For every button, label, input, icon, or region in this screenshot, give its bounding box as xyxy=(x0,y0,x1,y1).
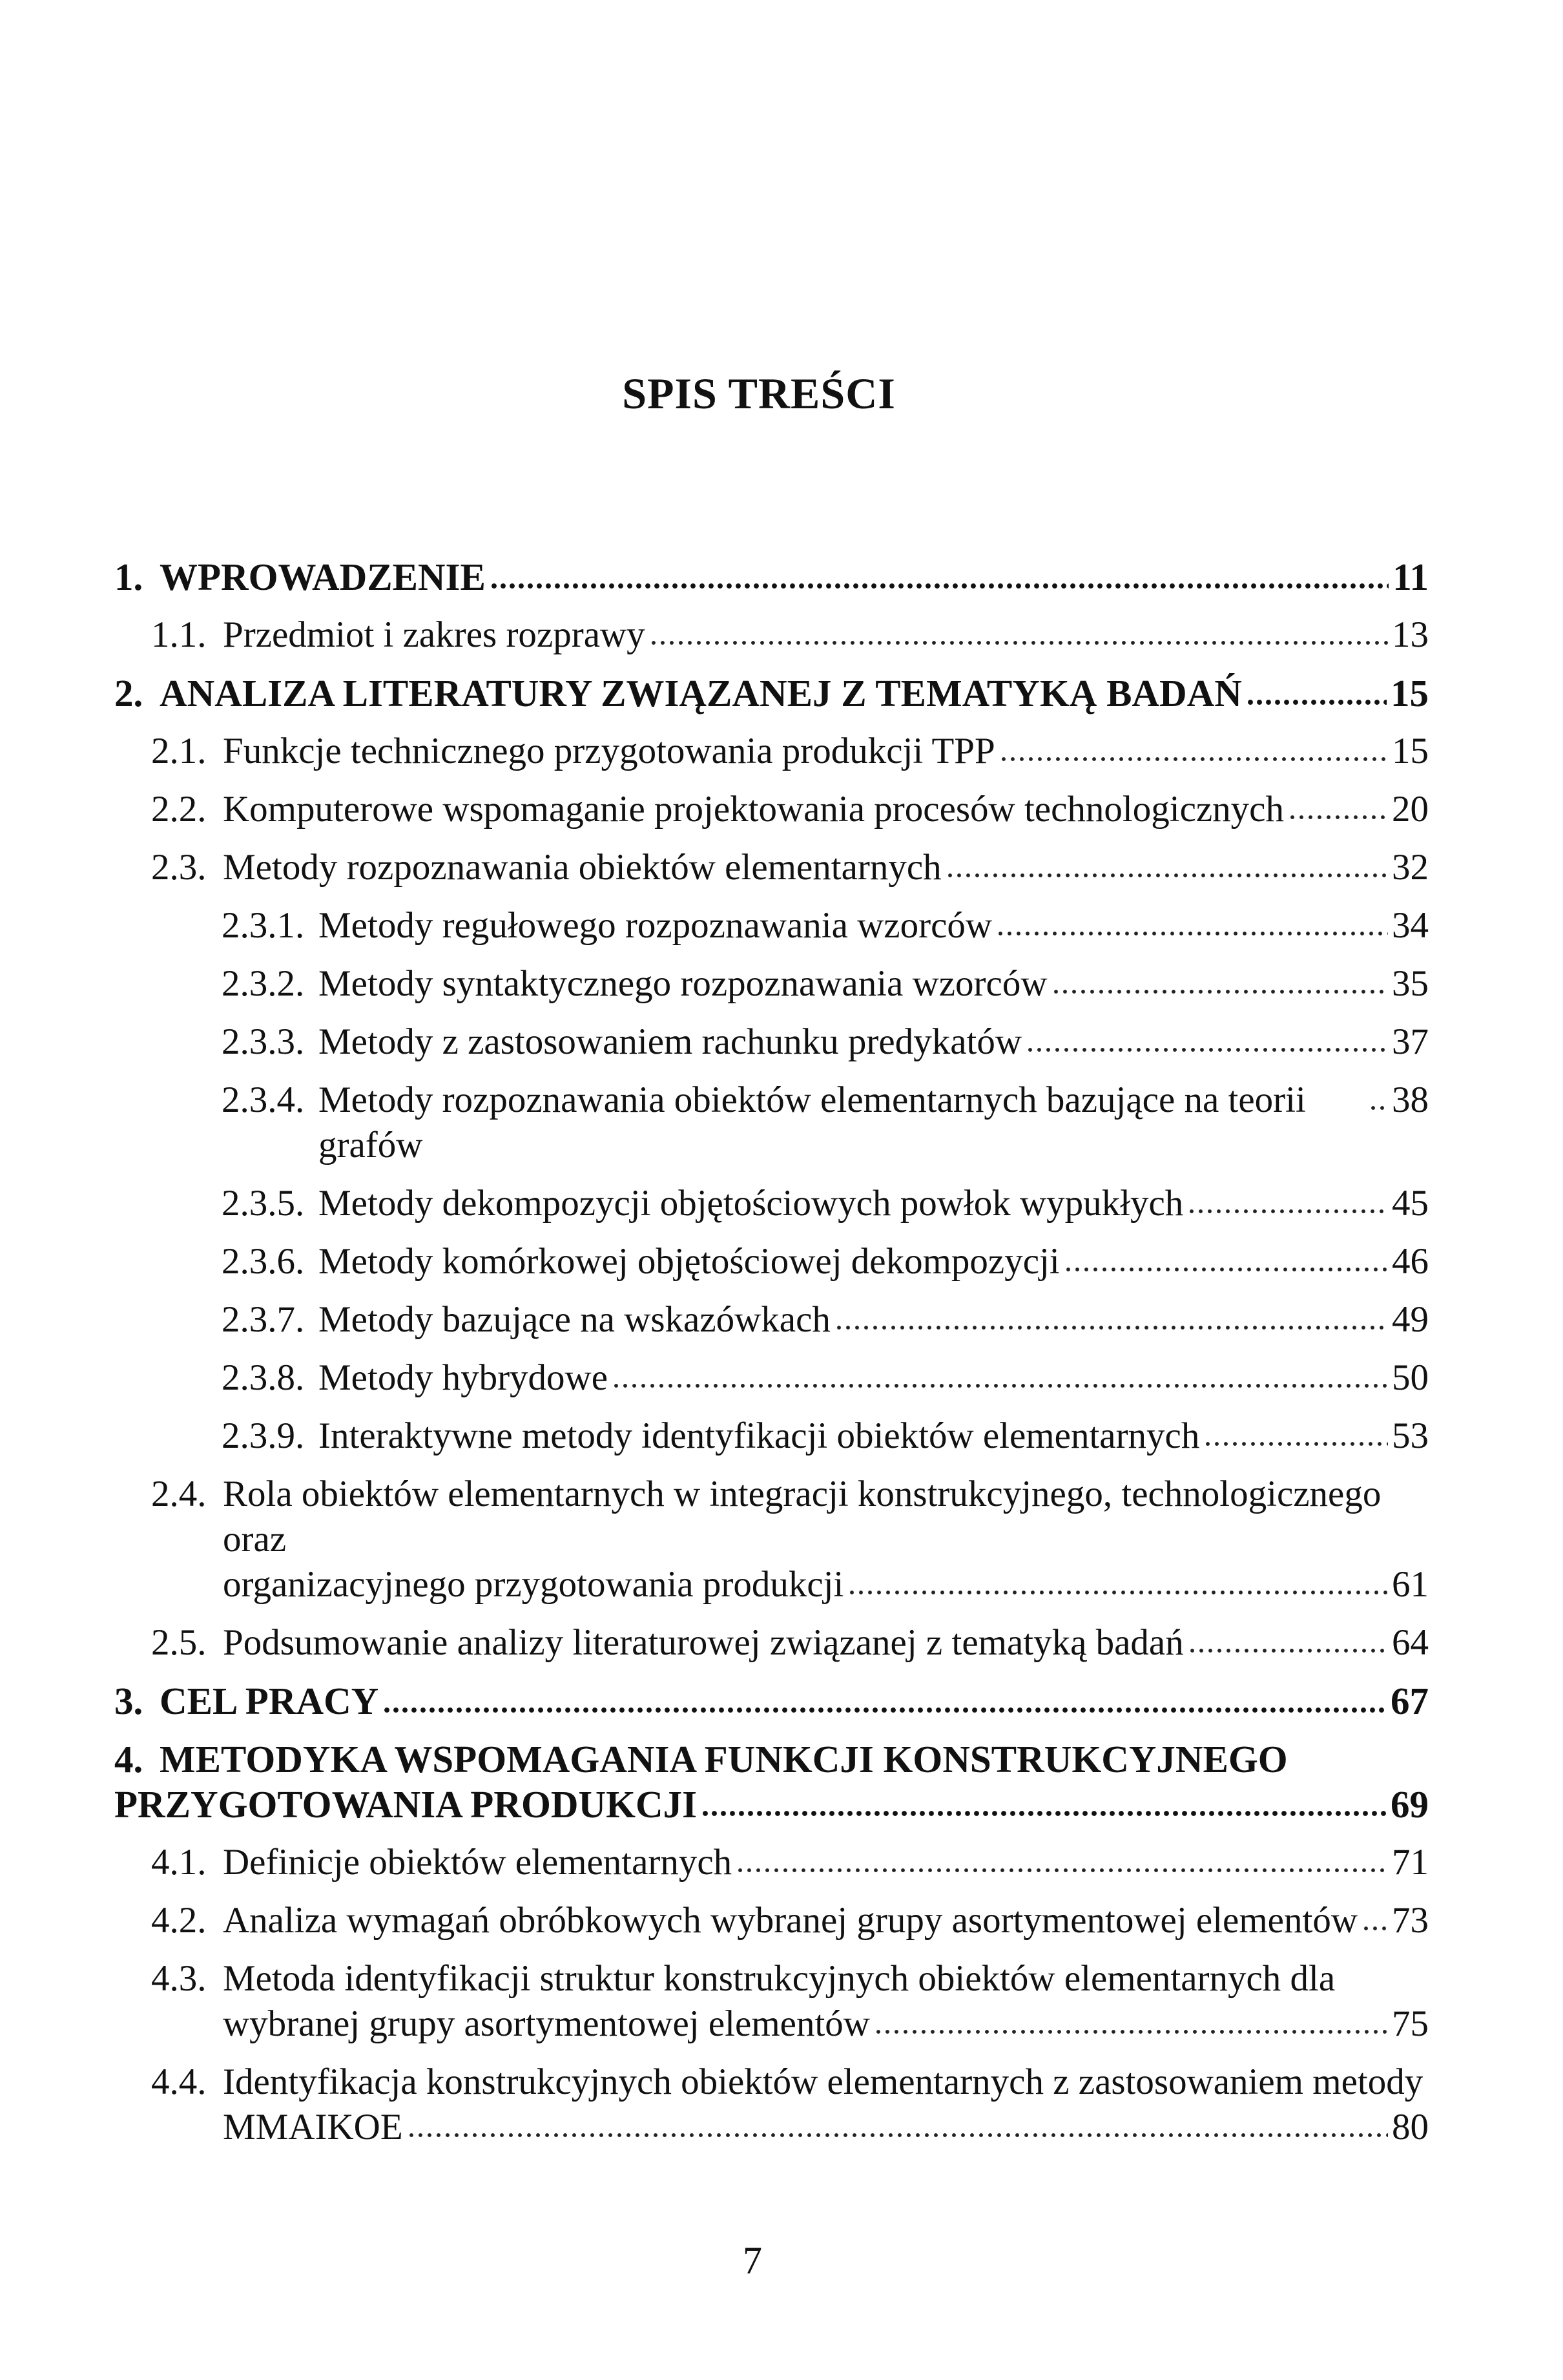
toc-entry-page: 35 xyxy=(1392,963,1429,1004)
toc-entry-page: 49 xyxy=(1392,1299,1429,1340)
dot-leader xyxy=(382,1706,1387,1714)
toc-entry-number: 2.3.3. xyxy=(222,1021,305,1062)
toc-entry-number: 2. xyxy=(114,672,143,715)
toc-entry[interactable] xyxy=(0,1737,1429,1827)
toc-entry-title: Funkcje technicznego przygotowania produkcji TPP xyxy=(223,731,995,771)
toc-entry-number: 2.5. xyxy=(151,1622,207,1663)
toc-entry[interactable] xyxy=(0,1355,1429,1401)
dot-leader xyxy=(612,1382,1388,1390)
dot-leader xyxy=(1051,988,1388,996)
toc-entry-page: 80 xyxy=(1392,2107,1429,2147)
toc-entry-title: Metody komórkowej objętościowej dekompozycji xyxy=(318,1241,1060,1282)
toc-entry-page: 53 xyxy=(1392,1415,1429,1456)
toc-entry-number: 4.1. xyxy=(151,1842,207,1883)
toc-entry-title: Przedmiot i zakres rozprawy xyxy=(223,614,645,655)
toc-entry-title: WPROWADZENIE xyxy=(160,556,486,598)
toc-entry-number: 2.1. xyxy=(151,731,207,771)
toc-entry-line xyxy=(222,1078,1429,1168)
toc-entry-line xyxy=(114,554,1429,600)
toc-entry-page: 15 xyxy=(1392,731,1429,771)
toc-entry[interactable] xyxy=(0,729,1429,774)
toc-entry-title: Metody rozpoznawania obiektów elementarnych xyxy=(223,847,942,888)
toc-entry-title-continuation: PRZYGOTOWANIA PRODUKCJI xyxy=(114,1783,698,1826)
toc-entry-number: 2.3.6. xyxy=(222,1241,305,1282)
toc-entry[interactable] xyxy=(0,1297,1429,1342)
toc-entry-line xyxy=(114,1678,1429,1724)
toc-entry-number: 2.2. xyxy=(151,789,207,830)
dot-leader xyxy=(999,755,1388,763)
toc-entry-page: 67 xyxy=(1391,1680,1429,1722)
toc-entry-number: 4. xyxy=(114,1738,143,1780)
toc-entry-title: Identyfikacja konstrukcyjnych obiektów elementarnych z zastosowaniem metody xyxy=(223,2062,1423,2102)
toc-entry-line xyxy=(151,1840,1429,1885)
toc-entry-line xyxy=(151,2001,1429,2047)
toc-entry-title: Analiza wymagań obróbkowych wybranej grupy asortymentowej elementów xyxy=(223,1900,1358,1941)
dot-leader xyxy=(946,872,1388,879)
toc-entry-page: 61 xyxy=(1392,1564,1429,1605)
dot-leader xyxy=(1187,1207,1388,1215)
dot-leader xyxy=(1361,1925,1388,1932)
page-number: 7 xyxy=(743,2239,762,2282)
toc-entry[interactable] xyxy=(0,903,1429,948)
toc-entry-line xyxy=(222,961,1429,1007)
toc-entry-line xyxy=(222,1019,1429,1065)
toc-entry-page: 20 xyxy=(1392,789,1429,830)
toc-entry-page: 32 xyxy=(1392,847,1429,888)
toc-entry[interactable] xyxy=(0,554,1429,600)
toc-entry-line xyxy=(114,1737,1429,1782)
toc-entry-number: 2.3.1. xyxy=(222,905,305,946)
toc-entry-line xyxy=(151,2105,1429,2150)
toc-entry-number: 4.2. xyxy=(151,1900,207,1941)
toc-entry-title: Metoda identyfikacji struktur konstrukcyjnych obiektów elementarnych dla xyxy=(223,1958,1336,1999)
toc-entry[interactable] xyxy=(0,1472,1429,1607)
toc-entry-line xyxy=(222,1297,1429,1342)
toc-entry-title: Metody dekompozycji objętościowych powłok wypukłych xyxy=(318,1183,1184,1224)
toc-entry-number: 3. xyxy=(114,1680,143,1722)
toc-entry-title: METODYKA WSPOMAGANIA FUNKCJI KONSTRUKCYJNEGO xyxy=(160,1738,1288,1780)
toc-entry-line xyxy=(114,1782,1429,1827)
toc-entry[interactable] xyxy=(0,1181,1429,1226)
dot-leader xyxy=(736,1866,1388,1874)
toc-entry-line xyxy=(222,1181,1429,1226)
toc-entry-number: 2.3.2. xyxy=(222,963,305,1004)
toc-entry[interactable] xyxy=(0,1239,1429,1284)
toc-entry-page: 69 xyxy=(1391,1783,1429,1826)
toc-entry[interactable] xyxy=(0,1840,1429,1885)
toc-entry-line xyxy=(151,1620,1429,1665)
toc-entry-line xyxy=(151,1562,1429,1607)
dot-leader xyxy=(1203,1440,1388,1448)
toc-entry-page: 45 xyxy=(1392,1183,1429,1224)
dot-leader xyxy=(1064,1266,1388,1273)
toc-entry-page: 13 xyxy=(1392,614,1429,655)
toc-entry-line xyxy=(151,729,1429,774)
dot-leader xyxy=(1246,698,1387,706)
toc-entry-title: CEL PRACY xyxy=(160,1680,379,1722)
dot-leader xyxy=(834,1324,1388,1331)
dot-leader xyxy=(874,2028,1388,2036)
toc-entry-title: Metody hybrydowe xyxy=(318,1357,608,1398)
toc-entry-number: 2.3.5. xyxy=(222,1183,305,1224)
toc-entry-page: 75 xyxy=(1392,2003,1429,2044)
toc-entry-page: 64 xyxy=(1392,1622,1429,1663)
dot-leader xyxy=(1188,1647,1388,1655)
toc-entry-page: 50 xyxy=(1392,1357,1429,1398)
toc-entry-number: 4.4. xyxy=(151,2062,207,2102)
toc-entry[interactable] xyxy=(0,1678,1429,1724)
toc-entry-page: 11 xyxy=(1392,556,1429,598)
toc-entry-title: Metody bazujące na wskazówkach xyxy=(318,1299,831,1340)
toc-entry-title: Definicje obiektów elementarnych xyxy=(223,1842,732,1883)
toc-entry[interactable] xyxy=(0,1019,1429,1065)
toc-entry-line xyxy=(222,1239,1429,1284)
toc-entry-page: 37 xyxy=(1392,1021,1429,1062)
toc-entry[interactable] xyxy=(0,845,1429,890)
toc-entry-line xyxy=(222,1414,1429,1459)
toc-entry-line xyxy=(151,612,1429,658)
toc-entry-line xyxy=(222,1355,1429,1401)
toc-entry-number: 2.3. xyxy=(151,847,207,888)
toc-entry-line xyxy=(151,1956,1429,2001)
toc-entry-page: 46 xyxy=(1392,1241,1429,1282)
toc-entry-title: Metody rozpoznawania obiektów elementarnych bazujące na teorii grafów xyxy=(318,1080,1306,1165)
toc-entry-title-continuation: organizacyjnego przygotowania produkcji xyxy=(223,1564,844,1605)
toc-entry-title: Metody z zastosowaniem rachunku predykatów xyxy=(318,1021,1022,1062)
toc-entry-number: 2.3.8. xyxy=(222,1357,305,1398)
toc-entry[interactable] xyxy=(0,1898,1429,1943)
toc-entry[interactable] xyxy=(0,787,1429,832)
toc-entry[interactable] xyxy=(0,671,1429,716)
toc-entry-title: Rola obiektów elementarnych w integracji konstrukcyjnego, technologicznego oraz xyxy=(223,1474,1382,1560)
dot-leader xyxy=(649,639,1388,647)
toc-entry-page: 34 xyxy=(1392,905,1429,946)
toc-entry-title: Podsumowanie analizy literaturowej związanej z tematyką badań xyxy=(223,1622,1184,1663)
toc-entry-page: 71 xyxy=(1392,1842,1429,1883)
dot-leader xyxy=(701,1810,1387,1817)
dot-leader xyxy=(490,582,1389,590)
toc-entry-line xyxy=(151,845,1429,890)
toc-entry-title: ANALIZA LITERATURY ZWIĄZANEJ Z TEMATYKĄ BADAŃ xyxy=(160,672,1242,715)
toc-entry-number: 2.3.4. xyxy=(222,1080,305,1120)
dot-leader xyxy=(847,1589,1388,1596)
toc-entry-page: 73 xyxy=(1392,1900,1429,1941)
toc-entry-number: 2.4. xyxy=(151,1474,207,1514)
toc-entry-title: Interaktywne metody identyfikacji obiektów elementarnych xyxy=(318,1415,1200,1456)
toc-entry-number: 2.3.7. xyxy=(222,1299,305,1340)
toc-entry-line xyxy=(151,2060,1429,2105)
toc-entry[interactable] xyxy=(0,1414,1429,1459)
toc-entry[interactable] xyxy=(0,1620,1429,1665)
toc-entry-title-continuation: MMAIKOE xyxy=(223,2107,403,2147)
toc-entry[interactable] xyxy=(0,1956,1429,2047)
toc-entry[interactable] xyxy=(0,1078,1429,1168)
toc-entry-title: Metody syntaktycznego rozpoznawania wzorców xyxy=(318,963,1048,1004)
toc-entry-title: Metody regułowego rozpoznawania wzorców xyxy=(318,905,993,946)
toc-entry-number: 4.3. xyxy=(151,1958,207,1999)
toc-entry-number: 1. xyxy=(114,556,143,598)
toc-entry[interactable] xyxy=(0,961,1429,1007)
page-title: SPIS TREŚCI xyxy=(622,369,896,418)
toc-entry-line xyxy=(151,1472,1429,1562)
dot-leader xyxy=(1369,1104,1388,1112)
toc-entry-title: Komputerowe wspomaganie projektowania procesów technologicznych xyxy=(223,789,1284,830)
table-of-contents xyxy=(0,554,1563,2163)
toc-entry-number: 2.3.9. xyxy=(222,1415,305,1456)
toc-entry-line xyxy=(151,1898,1429,1943)
toc-entry-line xyxy=(222,903,1429,948)
dot-leader xyxy=(1288,813,1388,821)
toc-entry-title-continuation: wybranej grupy asortymentowej elementów xyxy=(223,2003,870,2044)
dot-leader xyxy=(1026,1046,1388,1054)
toc-entry-page: 38 xyxy=(1392,1080,1429,1120)
toc-entry-line xyxy=(151,787,1429,832)
toc-entry-page: 15 xyxy=(1391,672,1429,715)
toc-entry-line xyxy=(114,671,1429,716)
dot-leader xyxy=(407,2131,1388,2139)
toc-entry[interactable] xyxy=(0,2060,1429,2150)
toc-entry-number: 1.1. xyxy=(151,614,207,655)
dot-leader xyxy=(996,930,1388,937)
toc-entry[interactable] xyxy=(0,612,1429,658)
